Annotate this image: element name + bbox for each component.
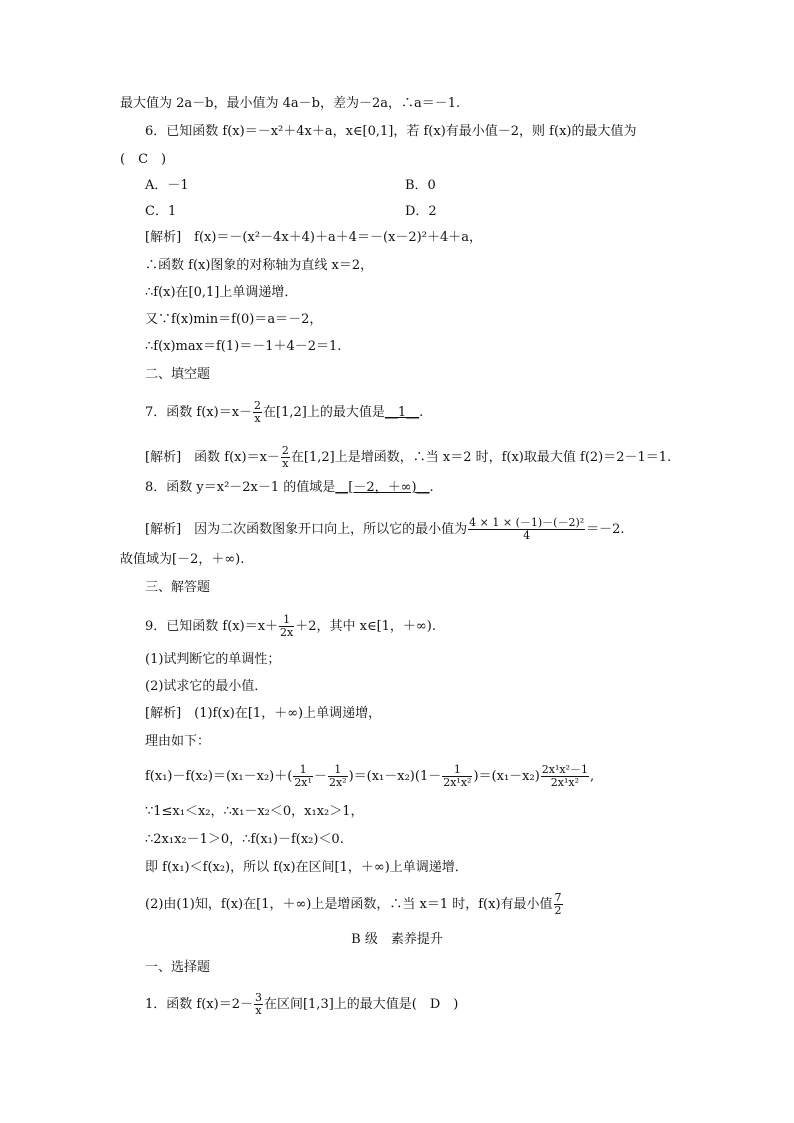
analysis-6-line-4: 又∵f(x)min＝f(0)＝a＝－2， — [145, 312, 323, 327]
question-b1: 1．函数 f(x)＝2－ $\frac{3}{x}$ 在区间[1,3]上的最大值是( D ) — [145, 991, 459, 1017]
analysis-9-line-5: 即 f(x₁)＜f(x₂)，所以 f(x)在区间[1，＋∞)上单调递增． — [145, 860, 468, 875]
option-a: A．－1 — [145, 178, 189, 193]
option-b: B．0 — [405, 178, 436, 193]
analysis-7: [解析] 函数 f(x)＝x－ $\frac{2}{x}$ 在[1,2]上是增函数，∴当 x＝2 时，f(x)取最大值 f(2)＝2－1＝1. — [145, 444, 672, 470]
analysis-6-line-2: ∴函数 f(x)图象的对称轴为直线 x＝2， — [145, 258, 374, 273]
section-solve: 三、解答题 — [145, 580, 211, 595]
question-6-answer: ( C ) — [120, 152, 167, 167]
question-6: 6．已知函数 f(x)＝－x²＋4x＋a，x∈[0,1]，若 f(x)有最小值－2，则 f(x)的最大值为 — [145, 124, 637, 139]
analysis-9-derivation: f(x₁)－f(x₂)＝(x₁－x₂)＋( $\frac{1}{\text{2x¹}}$ － $\frac{1}{\text{2x²}}$ )＝(x₁－x₂)(1－ $\frac{1}{\text{2x¹x²}}$ )＝(x₁－x₂) $\frac{\text{2x¹x²－1}}{\text{2x¹x²}}$ , — [145, 763, 595, 789]
question-7: 7．函数 f(x)＝x－ $\frac{2}{x}$ 在[1,2]上的最大值是__1__. — [145, 399, 424, 425]
analysis-6-line-1: [解析] f(x)＝－(x²－4x＋4)＋a＋4＝－(x－2)²＋4＋a， — [145, 230, 482, 245]
answer-8: __[－2，＋∞)__ — [335, 480, 430, 495]
option-c: C．1 — [145, 204, 177, 219]
analysis-9-part-2: (2)由(1)知，f(x)在[1，＋∞)上是增函数，∴当 x＝1 时，f(x)有最小值 $\frac{7}{2}$ — [145, 891, 562, 917]
section-choice: 一、选择题 — [145, 960, 211, 975]
analysis-9-line-4: ∴2x₁x₂－1＞0，∴f(x₁)－f(x₂)＜0. — [145, 832, 344, 847]
answer-7: __1__ — [384, 405, 420, 420]
question-9-part-2: (2)试求它的最小值． — [145, 679, 268, 694]
section-fill-in: 二、填空题 — [145, 367, 211, 382]
analysis-9-line-3: ∵1≤x₁＜x₂，∴x₁－x₂＜0，x₁x₂＞1， — [145, 804, 364, 819]
question-9: 9．已知函数 f(x)＝x＋ $\frac{1}{2x}$ ＋2，其中 x∈[1，＋∞). — [145, 613, 436, 639]
question-8: 8．函数 y＝x²－2x－1 的值域是__[－2，＋∞)__. — [145, 480, 434, 495]
analysis-6-line-3: ∴f(x)在[0,1]上单调递增． — [145, 285, 298, 300]
option-d: D．2 — [405, 204, 437, 219]
analysis-9-line-1: [解析] (1)f(x)在[1，＋∞)上单调递增， — [145, 706, 382, 721]
analysis-6-line-5: ∴f(x)max＝f(1)＝－1＋4－2＝1. — [145, 339, 342, 354]
analysis-9-line-2: 理由如下： — [145, 734, 211, 749]
question-9-part-1: (1)试判断它的单调性； — [145, 652, 281, 667]
text-line-1: 最大值为 2a－b，最小值为 4a－b，差为－2a，∴a＝－1. — [120, 96, 461, 111]
level-b-heading: B 级 素养提升 — [351, 932, 443, 947]
analysis-8: [解析] 因为二次函数图象开口向上，所以它的最小值为 $\frac{\text{4 × 1 × (－1)－(－2)²}}{4}$ ＝－2. — [145, 516, 625, 542]
analysis-8-range: 故值域为[－2，＋∞). — [120, 552, 245, 567]
